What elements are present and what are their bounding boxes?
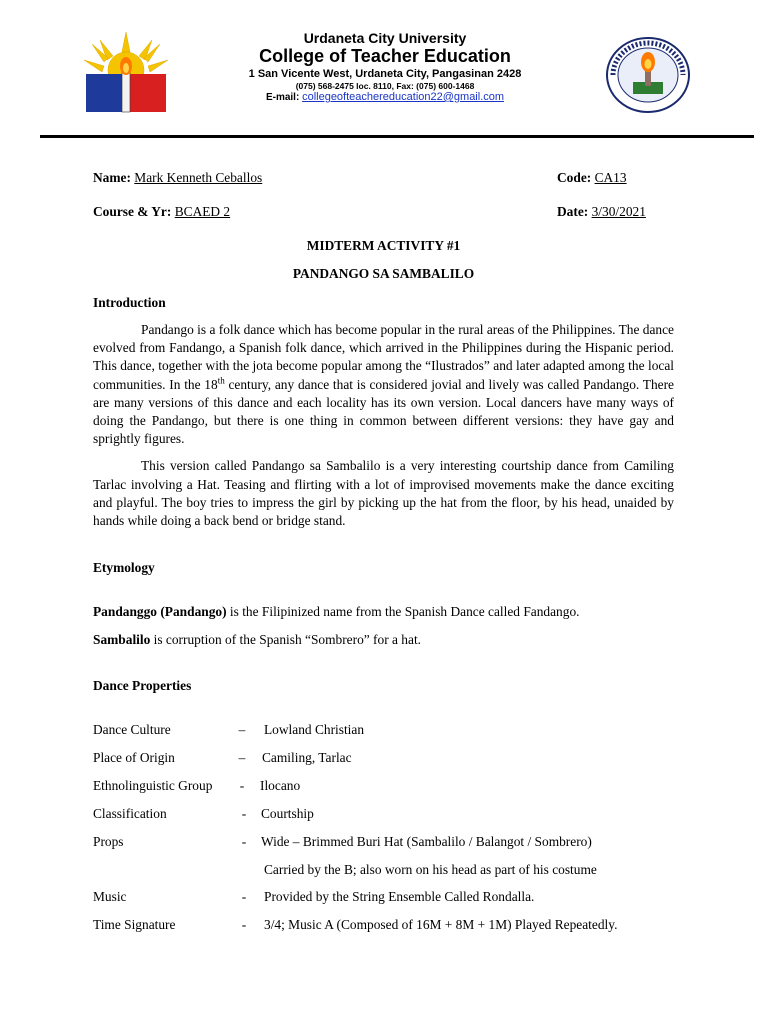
- college-seal-logo: [605, 36, 691, 114]
- course-value: BCAED 2: [174, 204, 231, 219]
- property-label: Dance Culture: [93, 722, 171, 737]
- property-label: Classification: [93, 806, 167, 821]
- property-separator: –: [238, 750, 246, 765]
- name-value: Mark Kenneth Ceballos: [134, 170, 263, 185]
- property-value: 3/4; Music A (Composed of 16M + 8M + 1M) Played Repeatedly.: [264, 917, 618, 932]
- date-label: Date:: [557, 204, 589, 219]
- property-label: Props: [93, 834, 124, 849]
- college-address: 1 San Vicente West, Urdaneta City, Pangasinan 2428: [248, 68, 522, 80]
- code-field: [557, 169, 627, 187]
- property-separator: –: [238, 722, 246, 737]
- property-label: Place of Origin: [93, 750, 175, 765]
- university-sun-logo: [80, 30, 172, 116]
- property-value: Camiling, Tarlac: [262, 750, 352, 765]
- property-separator: -: [241, 806, 247, 821]
- property-separator: -: [241, 917, 247, 932]
- date-value: 3/30/2021: [591, 204, 646, 219]
- property-separator: -: [241, 889, 247, 904]
- etymology-line-2: Sambalilo is corruption of the Spanish “Sombrero” for a hat.: [93, 632, 422, 647]
- university-name: Urdaneta City University: [303, 30, 467, 46]
- introduction-paragraph-1: Pandango is a folk dance which has become popular in the rural areas of the Philippines. The dance evolved from Fandango, a Spanish folk dance, which arrived in the Philippines during the Hispanic period. This dance, together with the jota become popular among the “Ilustrados” and later adapted among the local communities. In the 18th century, any dance that is considered jovial and lively was called Pandango. There are many versions of this dance and each locality has its own version. Local dancers have many ways of doing the Pandango, but there is one thing in common between different versions: they have gay and sprightly figures.: [93, 322, 674, 447]
- property-value: Provided by the String Ensemble Called Rondalla.: [264, 889, 535, 904]
- property-separator: -: [239, 778, 245, 793]
- property-separator: -: [241, 834, 247, 849]
- property-label: Time Signature: [93, 917, 176, 932]
- property-value: Wide – Brimmed Buri Hat (Sambalilo / Balangot / Sombrero): [261, 834, 592, 849]
- code-value: CA13: [594, 170, 627, 185]
- name-label: Name:: [93, 170, 131, 185]
- college-name: College of Teacher Education: [259, 46, 511, 66]
- course-field: [93, 203, 230, 221]
- property-value-continued: Carried by the B; also worn on his head as part of his costume: [264, 862, 597, 877]
- dance-properties-heading: Dance Properties: [93, 678, 192, 693]
- activity-title: MIDTERM ACTIVITY #1: [306, 238, 461, 253]
- email-link[interactable]: collegeofteachereducation22@gmail.com: [302, 91, 505, 103]
- etymology-heading: Etymology: [93, 560, 155, 575]
- property-value: Ilocano: [260, 778, 301, 793]
- email-label: E-mail:: [265, 92, 300, 103]
- date-field: [557, 203, 646, 221]
- dance-title: PANDANGO SA SAMBALILO: [292, 266, 475, 281]
- property-value: Lowland Christian: [264, 722, 365, 737]
- college-phone: (075) 568-2475 loc. 8110, Fax: (075) 600-1468: [295, 81, 475, 91]
- course-label: Course & Yr:: [93, 204, 172, 219]
- property-label: Music: [93, 889, 127, 904]
- property-label: Ethnolinguistic Group: [93, 778, 213, 793]
- introduction-body: [93, 321, 674, 530]
- introduction-heading: Introduction: [93, 295, 166, 310]
- etymology-line-1: Pandanggo (Pandango) is the Filipinized name from the Spanish Dance called Fandango.: [93, 604, 580, 619]
- property-value: Courtship: [261, 806, 314, 821]
- college-email-line: [180, 91, 590, 103]
- code-label: Code:: [557, 170, 592, 185]
- introduction-paragraph-2: This version called Pandango sa Sambalilo is a very interesting courtship dance from Camiling Tarlac involving a Hat. Teasing and flirting with a lot of improvised movements make the dance exciting and playful. The boy tries to impress the girl by picking up the hat from the floor, by his head, unaided by hands while doing a back bend or bridge stand.: [93, 458, 674, 529]
- name-field: [93, 169, 262, 187]
- header-divider: [40, 135, 754, 138]
